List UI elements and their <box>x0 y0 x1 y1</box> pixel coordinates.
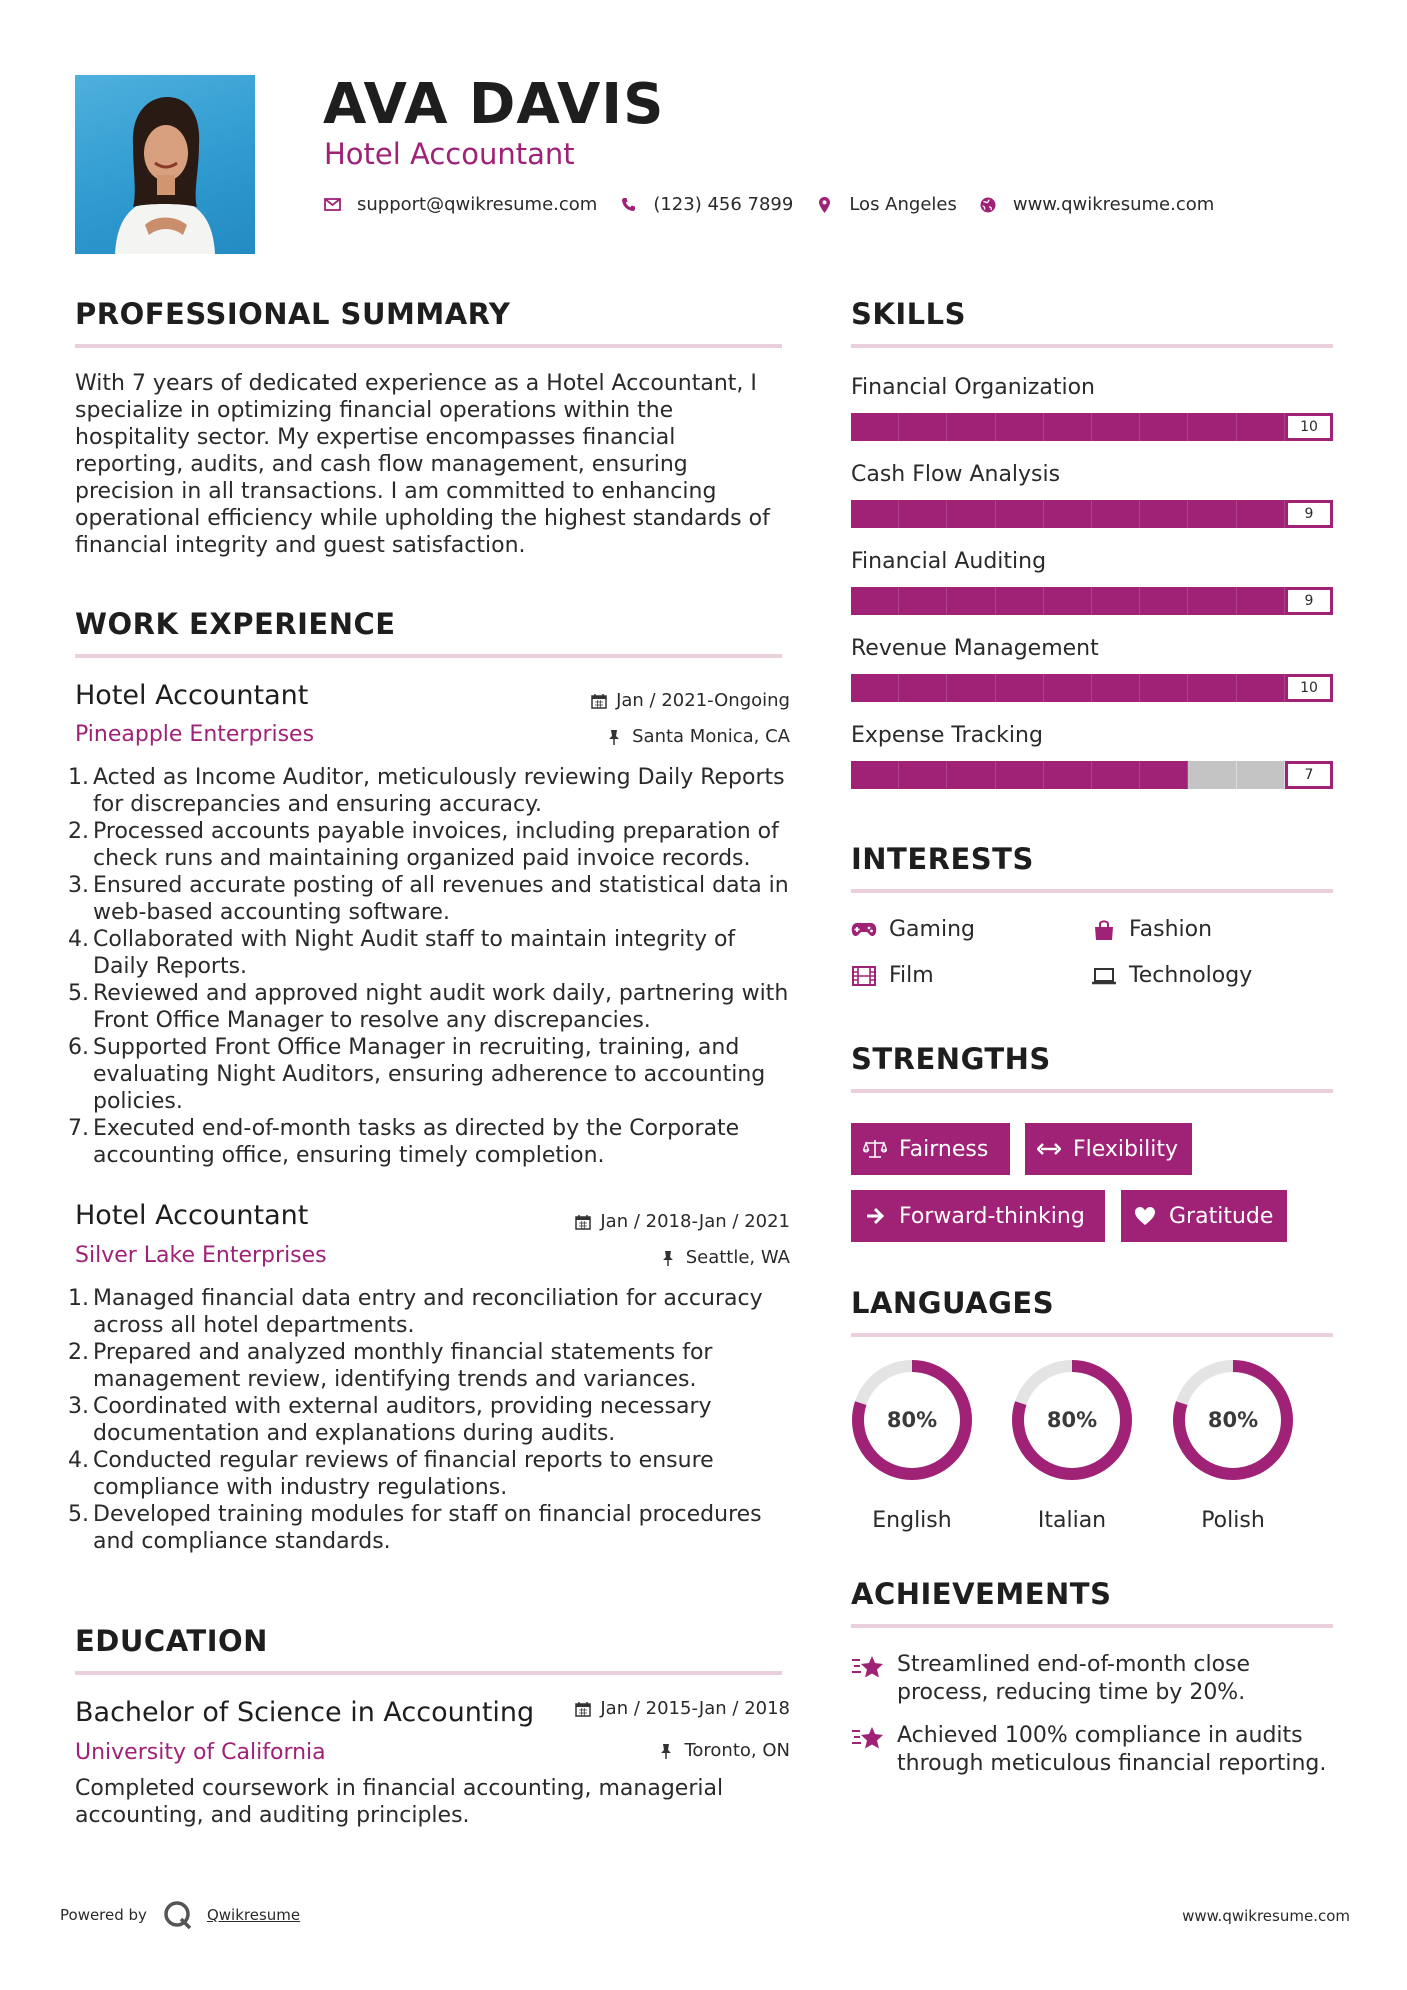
languages-heading: LANGUAGES <box>851 1286 1055 1320</box>
skill-score-badge: 10 <box>1285 674 1333 702</box>
skill-segment <box>851 674 899 702</box>
qwikresume-link[interactable]: Qwikresume <box>206 1906 301 1924</box>
list-item: 1. Acted as Income Auditor, meticulously reviewing Daily Reports for discrepancies and ensuring accuracy. <box>68 765 785 817</box>
skill-segment <box>899 761 947 789</box>
skill-level-bar <box>851 413 1333 441</box>
skill-level-bar <box>851 761 1333 789</box>
skill-segment <box>1092 761 1140 789</box>
education-description: Completed coursework in financial accounting, managerial accounting, and auditing principles. <box>75 1776 724 1828</box>
skill-segment <box>851 587 899 615</box>
envelope-icon <box>323 196 341 214</box>
skill-segment <box>947 587 995 615</box>
skill-name: Expense Tracking <box>851 723 1043 748</box>
skill-segment <box>1237 413 1285 441</box>
education-dates-text: Jan / 2015-Jan / 2018 <box>600 1698 790 1719</box>
job-company: Silver Lake Enterprises <box>75 1243 327 1268</box>
strength-tag <box>851 1123 1010 1175</box>
job-duties-list <box>68 1285 790 1555</box>
skill-segment <box>1092 674 1140 702</box>
footer-powered-by <box>60 1900 300 1930</box>
skill-segment <box>947 500 995 528</box>
contact-bar <box>323 194 1236 215</box>
strength-label: Flexibility <box>1073 1136 1178 1162</box>
strength-label: Fairness <box>899 1136 989 1162</box>
education-divider <box>75 1671 782 1675</box>
skill-segment <box>1140 587 1188 615</box>
skill-segment <box>1140 674 1188 702</box>
contact-email-text: support@qwikresume.com <box>357 194 598 215</box>
skill-segment <box>996 674 1044 702</box>
footer-url[interactable]: www.qwikresume.com <box>1182 1907 1350 1925</box>
interest-item <box>1091 963 1252 988</box>
skill-name: Financial Organization <box>851 375 1095 400</box>
profile-photo <box>75 75 255 254</box>
degree-title: Bachelor of Science in Accounting <box>75 1697 535 1728</box>
school-name: University of California <box>75 1740 326 1765</box>
qwikresume-logo-icon <box>163 1900 193 1930</box>
job-location-text: Santa Monica, CA <box>632 726 790 747</box>
education-location <box>659 1740 790 1761</box>
job-duties-list <box>68 764 790 1169</box>
skill-segment <box>851 761 899 789</box>
skill-segment <box>1140 761 1188 789</box>
strength-label: Forward-thinking <box>899 1203 1085 1229</box>
calendar-icon <box>575 1701 591 1717</box>
interests-divider <box>851 889 1333 893</box>
language-percent: 80% <box>886 1408 938 1432</box>
job-dates-text: Jan / 2021-Ongoing <box>616 690 790 711</box>
job-title: Hotel Accountant <box>75 680 309 711</box>
contact-location-text: Los Angeles <box>849 194 957 215</box>
summary-text: With 7 years of dedicated experience as a Hotel Accountant, I specialize in optimizing financial operations within the hospitality sector. My expertise encompasses financial reporting, audits, and cash flow management, ensuring precision in all transactions. I am committed to enhancing operational efficiency while upholding the highest standards of financial integrity and guest satisfaction. <box>75 371 770 558</box>
skill-name: Cash Flow Analysis <box>851 462 1061 487</box>
film-icon <box>851 965 877 987</box>
experience-divider <box>75 654 782 658</box>
contact-phone-text: (123) 456 7899 <box>653 194 794 215</box>
skill-segment <box>1044 500 1092 528</box>
education-heading: EDUCATION <box>75 1624 268 1658</box>
interest-item <box>851 917 975 942</box>
shooting-star-icon <box>851 1653 885 1681</box>
skill-segment <box>1044 761 1092 789</box>
interest-label: Gaming <box>889 917 975 942</box>
candidate-name: AVA DAVIS <box>323 72 665 137</box>
skill-segment <box>1188 413 1236 441</box>
interest-label: Film <box>889 963 934 988</box>
calendar-icon <box>575 1214 591 1230</box>
skill-segment <box>996 587 1044 615</box>
phone-icon <box>619 196 637 214</box>
pushpin-icon <box>659 1743 675 1759</box>
skill-level-bar <box>851 587 1333 615</box>
candidate-role: Hotel Accountant <box>324 137 575 171</box>
strength-tag <box>851 1190 1105 1242</box>
language-item <box>850 1358 974 1533</box>
list-item: 4. Collaborated with Night Audit staff to maintain integrity of Daily Reports. <box>68 927 736 979</box>
languages-divider <box>851 1333 1333 1337</box>
balance-scale-icon <box>863 1137 887 1161</box>
calendar-icon <box>591 693 607 709</box>
language-percent: 80% <box>1046 1408 1098 1432</box>
skill-segment <box>1188 761 1236 789</box>
education-location-text: Toronto, ON <box>684 1740 790 1761</box>
skill-segment <box>1140 413 1188 441</box>
arrows-horizontal-icon <box>1037 1137 1061 1161</box>
education-dates <box>575 1698 790 1719</box>
list-item: 6. Supported Front Office Manager in recruiting, training, and evaluating Night Auditors, ensuring adherence to accounting policies. <box>68 1035 766 1114</box>
strengths-heading: STRENGTHS <box>851 1042 1051 1076</box>
job-title: Hotel Accountant <box>75 1200 309 1231</box>
strengths-divider <box>851 1089 1333 1093</box>
skill-name: Financial Auditing <box>851 549 1047 574</box>
shopping-bag-icon <box>1091 919 1117 941</box>
skill-segment <box>1044 674 1092 702</box>
contact-email[interactable] <box>323 194 597 215</box>
achievement-item <box>851 1722 1331 1778</box>
job-dates-text: Jan / 2018-Jan / 2021 <box>600 1211 790 1232</box>
list-item: 3. Coordinated with external auditors, providing necessary documentation and explanations during audits. <box>68 1394 712 1446</box>
interest-label: Technology <box>1129 963 1253 988</box>
list-item: 5. Reviewed and approved night audit work daily, partnering with Front Office Manager to resolve any discrepancies. <box>68 981 789 1033</box>
skill-segment <box>1237 587 1285 615</box>
language-name: English <box>872 1508 952 1533</box>
skill-segment <box>899 674 947 702</box>
list-item: 1. Managed financial data entry and reconciliation for accuracy across all hotel departments. <box>68 1286 763 1338</box>
skill-segment <box>996 413 1044 441</box>
list-item: 5. Developed training modules for staff on financial procedures and compliance standards. <box>68 1502 762 1554</box>
achievement-item <box>851 1651 1331 1707</box>
achievement-text: Streamlined end-of-month close process, reducing time by 20%. <box>897 1652 1251 1705</box>
job-dates <box>575 1211 790 1232</box>
job-location <box>661 1247 790 1268</box>
job-dates <box>591 690 790 711</box>
map-pin-icon <box>815 196 833 214</box>
skill-segment <box>1092 587 1140 615</box>
skill-segment <box>899 587 947 615</box>
pushpin-icon <box>661 1250 677 1266</box>
skill-segment <box>1044 413 1092 441</box>
skill-segment <box>899 500 947 528</box>
list-item: 7. Executed end-of-month tasks as directed by the Corporate accounting office, ensuring timely completion. <box>68 1116 740 1168</box>
powered-by-text: Powered by <box>60 1906 147 1924</box>
experience-heading: WORK EXPERIENCE <box>75 607 396 641</box>
achievement-text: Achieved 100% compliance in audits through meticulous financial reporting. <box>897 1723 1327 1776</box>
skill-segment <box>899 413 947 441</box>
laptop-icon <box>1091 965 1117 987</box>
skill-segment <box>1188 674 1236 702</box>
language-item <box>1171 1358 1295 1533</box>
pushpin-icon <box>607 729 623 745</box>
contact-website-text: www.qwikresume.com <box>1012 194 1215 215</box>
interest-item <box>1091 917 1212 942</box>
skill-level-bar <box>851 674 1333 702</box>
skill-segment <box>1140 500 1188 528</box>
list-item: 2. Prepared and analyzed monthly financial statements for management review, identifying trends and variances. <box>68 1340 713 1392</box>
interests-heading: INTERESTS <box>851 842 1034 876</box>
skill-segment <box>1092 500 1140 528</box>
skill-segment <box>1237 674 1285 702</box>
arrow-right-icon <box>863 1204 887 1228</box>
skill-segment <box>1237 500 1285 528</box>
strength-tag <box>1025 1123 1192 1175</box>
strength-label: Gratitude <box>1169 1203 1274 1229</box>
contact-location <box>815 194 957 215</box>
contact-phone[interactable] <box>619 194 793 215</box>
skill-segment <box>1188 500 1236 528</box>
skill-segment <box>947 761 995 789</box>
language-name: Polish <box>1201 1508 1265 1533</box>
skill-score-badge: 7 <box>1285 761 1333 789</box>
skill-segment <box>947 413 995 441</box>
person-portrait-illustration <box>75 75 255 254</box>
skill-score-badge: 9 <box>1285 500 1333 528</box>
summary-divider <box>75 344 782 348</box>
shooting-star-icon <box>851 1724 885 1752</box>
skill-segment <box>947 674 995 702</box>
contact-website[interactable] <box>979 194 1214 215</box>
language-item <box>1010 1358 1134 1533</box>
list-item: 2. Processed accounts payable invoices, including preparation of check runs and maintaining organized paid invoice records. <box>68 819 779 871</box>
job-location <box>607 726 790 747</box>
skill-segment <box>1188 587 1236 615</box>
skill-name: Revenue Management <box>851 636 1099 661</box>
summary-heading: PROFESSIONAL SUMMARY <box>75 297 511 331</box>
achievements-divider <box>851 1624 1333 1628</box>
skills-divider <box>851 344 1333 348</box>
list-item: 4. Conducted regular reviews of financial reports to ensure compliance with industry regulations. <box>68 1448 714 1500</box>
skill-score-badge: 10 <box>1285 413 1333 441</box>
skills-heading: SKILLS <box>851 297 966 331</box>
skill-score-badge: 9 <box>1285 587 1333 615</box>
skill-segment <box>996 761 1044 789</box>
gamepad-icon <box>851 919 877 941</box>
skill-segment <box>851 500 899 528</box>
skill-segment <box>1044 587 1092 615</box>
interest-item <box>851 963 934 988</box>
skill-segment <box>1237 761 1285 789</box>
interest-label: Fashion <box>1129 917 1213 942</box>
globe-icon <box>979 196 997 214</box>
list-item: 3. Ensured accurate posting of all revenues and statistical data in web-based accounting software. <box>68 873 789 925</box>
skill-segment <box>996 500 1044 528</box>
job-location-text: Seattle, WA <box>685 1247 790 1268</box>
heart-icon <box>1133 1204 1157 1228</box>
job-company: Pineapple Enterprises <box>75 722 315 747</box>
language-name: Italian <box>1037 1508 1107 1533</box>
language-percent: 80% <box>1207 1408 1259 1432</box>
skill-level-bar <box>851 500 1333 528</box>
strength-tag <box>1121 1190 1287 1242</box>
achievements-heading: ACHIEVEMENTS <box>851 1577 1112 1611</box>
skill-segment <box>1092 413 1140 441</box>
skill-segment <box>851 413 899 441</box>
